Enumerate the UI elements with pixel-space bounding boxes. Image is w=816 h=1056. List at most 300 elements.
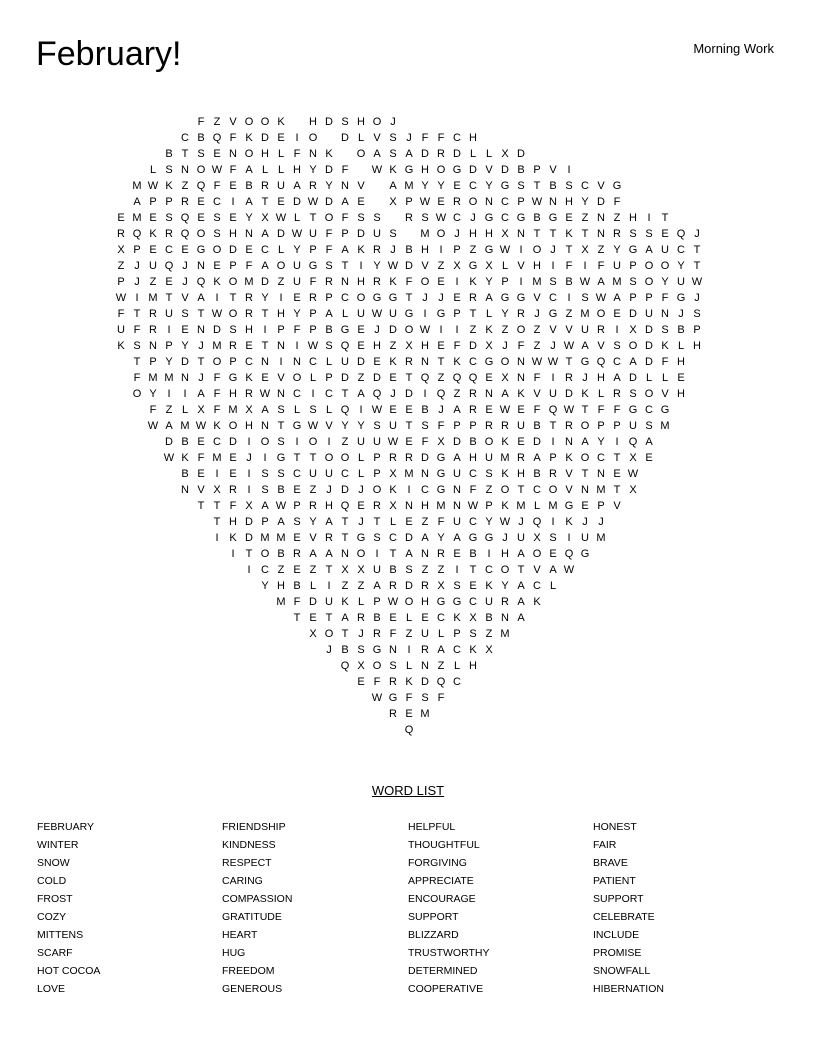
grid-letter: S (405, 564, 413, 576)
grid-letter: W (147, 180, 159, 192)
grid-letter: O (244, 148, 254, 160)
grid-letter: I (215, 468, 219, 480)
word-list-column-3 (408, 818, 588, 998)
word-list-item: LOVE (37, 983, 66, 995)
grid-letter: P (629, 260, 637, 272)
grid-letter: Z (533, 324, 541, 336)
grid-letter: F (421, 132, 429, 144)
grid-letter: I (519, 276, 523, 288)
word-list-item: APPRECIATE (408, 875, 474, 887)
grid-letter: T (405, 372, 413, 384)
word-list-item: COZY (37, 911, 67, 923)
grid-letter: A (389, 180, 397, 192)
grid-letter: T (341, 516, 349, 528)
grid-letter: T (581, 228, 589, 240)
grid-letter: P (373, 596, 381, 608)
grid-letter: R (501, 420, 509, 432)
grid-letter: A (421, 532, 429, 544)
grid-letter: D (261, 276, 269, 288)
grid-letter: C (469, 356, 477, 368)
grid-letter: K (469, 276, 477, 288)
grid-letter: R (309, 500, 317, 512)
grid-letter: P (325, 292, 333, 304)
grid-letter: P (549, 452, 557, 464)
grid-letter: L (181, 404, 189, 416)
grid-letter: N (245, 228, 253, 240)
grid-letter: E (357, 676, 365, 688)
grid-letter: F (437, 132, 445, 144)
grid-letter: A (629, 356, 637, 368)
grid-letter: L (485, 148, 493, 160)
grid-letter: V (533, 388, 541, 400)
grid-letter: N (421, 468, 429, 480)
grid-letter: R (565, 420, 573, 432)
word-list-item: FREEDOM (222, 965, 275, 977)
grid-letter: K (149, 228, 157, 240)
grid-letter: F (661, 292, 669, 304)
grid-letter: M (548, 500, 558, 512)
grid-letter: M (180, 420, 190, 432)
grid-letter: C (533, 484, 541, 496)
grid-letter: O (644, 260, 654, 272)
grid-letter: S (357, 212, 365, 224)
grid-letter: G (468, 532, 478, 544)
grid-letter: L (357, 132, 365, 144)
grid-letter: V (613, 500, 621, 512)
grid-letter: O (324, 452, 334, 464)
grid-letter: B (405, 244, 413, 256)
grid-letter: F (437, 692, 445, 704)
grid-letter: W (499, 244, 511, 256)
grid-letter: E (277, 132, 285, 144)
grid-letter: N (485, 196, 493, 208)
grid-letter: H (693, 340, 701, 352)
grid-letter: C (613, 356, 621, 368)
grid-letter: L (325, 404, 333, 416)
grid-letter: K (245, 132, 253, 144)
grid-letter: V (373, 132, 381, 144)
grid-letter: F (437, 420, 445, 432)
grid-letter: E (245, 244, 253, 256)
grid-letter: H (677, 388, 685, 400)
grid-letter: O (500, 564, 510, 576)
grid-letter: H (533, 260, 541, 272)
grid-letter: E (277, 196, 285, 208)
grid-letter: S (549, 532, 557, 544)
grid-letter: Y (309, 164, 317, 176)
grid-letter: D (277, 228, 285, 240)
word-list-item: SCARF (37, 947, 73, 959)
grid-letter: O (516, 324, 526, 336)
grid-letter: C (293, 388, 301, 400)
grid-letter: I (567, 292, 571, 304)
grid-letter: E (565, 212, 573, 224)
grid-letter: I (279, 356, 283, 368)
grid-letter: K (565, 228, 573, 240)
grid-letter: F (309, 276, 317, 288)
grid-letter: I (551, 436, 555, 448)
grid-letter: I (423, 388, 427, 400)
word-list-item: FEBRUARY (37, 821, 94, 833)
grid-letter: R (229, 340, 237, 352)
grid-letter: H (469, 660, 477, 672)
grid-letter: R (373, 276, 381, 288)
grid-letter: B (677, 324, 685, 336)
grid-letter: P (693, 324, 701, 336)
grid-letter: I (407, 484, 411, 496)
grid-letter: E (517, 404, 525, 416)
grid-letter: G (548, 308, 558, 320)
grid-letter: K (389, 276, 397, 288)
grid-letter: E (197, 436, 205, 448)
grid-letter: D (629, 308, 637, 320)
grid-letter: A (613, 292, 621, 304)
word-list-item: CARING (222, 875, 263, 887)
grid-letter: I (247, 468, 251, 480)
grid-letter: A (341, 612, 349, 624)
word-list-item: FAIR (593, 839, 617, 851)
grid-letter: X (501, 148, 509, 160)
grid-letter: M (148, 292, 158, 304)
grid-letter: P (293, 500, 301, 512)
grid-letter: W (307, 196, 319, 208)
grid-letter: V (549, 324, 557, 336)
grid-letter: V (357, 180, 365, 192)
grid-letter: L (357, 596, 365, 608)
grid-letter: N (181, 164, 189, 176)
grid-letter: P (533, 164, 541, 176)
grid-letter: G (628, 244, 638, 256)
grid-letter: R (389, 580, 397, 592)
grid-letter: F (341, 164, 349, 176)
grid-letter: W (499, 404, 511, 416)
grid-letter: H (325, 500, 333, 512)
grid-letter: T (293, 612, 301, 624)
grid-letter: J (550, 244, 556, 256)
grid-letter: O (436, 228, 446, 240)
grid-letter: P (149, 356, 157, 368)
grid-letter: A (581, 340, 589, 352)
grid-letter: U (421, 628, 429, 640)
grid-letter: X (357, 564, 365, 576)
grid-letter: V (181, 292, 189, 304)
grid-letter: T (213, 500, 221, 512)
grid-letter: G (484, 356, 494, 368)
grid-letter: K (357, 244, 365, 256)
grid-letter: R (229, 484, 237, 496)
grid-letter: H (245, 324, 253, 336)
word-list-item: HELPFUL (408, 821, 456, 833)
grid-letter: Y (485, 180, 493, 192)
grid-letter: Y (485, 276, 493, 288)
grid-letter: V (661, 388, 669, 400)
grid-letter: T (197, 356, 205, 368)
grid-letter: Z (165, 404, 173, 416)
grid-letter: Z (501, 324, 509, 336)
grid-letter: G (452, 164, 462, 176)
grid-letter: E (293, 484, 301, 496)
grid-letter: R (165, 228, 173, 240)
grid-letter: V (277, 372, 285, 384)
grid-letter: W (211, 164, 223, 176)
grid-letter: T (661, 212, 669, 224)
grid-letter: H (357, 276, 365, 288)
grid-letter: G (612, 180, 622, 192)
grid-letter: A (453, 404, 461, 416)
grid-letter: E (405, 404, 413, 416)
grid-letter: P (597, 420, 605, 432)
grid-letter: L (597, 388, 605, 400)
grid-letter: S (165, 164, 173, 176)
grid-letter: D (341, 484, 349, 496)
grid-letter: U (325, 468, 333, 480)
grid-letter: X (485, 644, 493, 656)
grid-letter: D (245, 532, 253, 544)
grid-letter: C (501, 212, 509, 224)
grid-letter: W (371, 404, 383, 416)
grid-letter: C (325, 388, 333, 400)
grid-letter: K (229, 532, 237, 544)
grid-letter: U (661, 244, 669, 256)
grid-letter: U (581, 532, 589, 544)
grid-letter: D (421, 148, 429, 160)
grid-letter: C (213, 196, 221, 208)
grid-letter: N (421, 548, 429, 560)
grid-letter: K (661, 340, 669, 352)
grid-letter: O (660, 260, 670, 272)
grid-letter: M (612, 276, 622, 288)
grid-letter: P (501, 276, 509, 288)
grid-letter: M (164, 372, 174, 384)
word-list-column-1 (37, 818, 217, 998)
grid-letter: B (277, 484, 285, 496)
grid-letter: O (212, 244, 222, 256)
grid-letter: E (437, 340, 445, 352)
grid-letter: S (485, 468, 493, 480)
grid-letter: I (279, 292, 283, 304)
grid-letter: N (453, 500, 461, 512)
grid-letter: O (228, 308, 238, 320)
grid-letter: Z (437, 564, 445, 576)
grid-letter: O (196, 228, 206, 240)
grid-letter: U (293, 276, 301, 288)
grid-letter: F (117, 308, 125, 320)
grid-letter: K (581, 388, 589, 400)
grid-letter: R (149, 308, 157, 320)
grid-letter: Y (293, 244, 301, 256)
word-list-item: HIBERNATION (593, 983, 664, 995)
grid-letter: Z (117, 260, 125, 272)
grid-letter: C (261, 244, 269, 256)
grid-letter: Z (485, 628, 493, 640)
grid-letter: U (373, 436, 381, 448)
grid-letter: J (326, 484, 332, 496)
grid-letter: X (437, 436, 445, 448)
grid-letter: T (277, 420, 285, 432)
grid-letter: E (229, 180, 237, 192)
grid-letter: P (405, 196, 413, 208)
grid-letter: N (261, 420, 269, 432)
grid-letter: V (565, 468, 573, 480)
grid-letter: O (308, 436, 318, 448)
grid-letter: I (567, 164, 571, 176)
grid-letter: O (420, 276, 430, 288)
grid-letter: A (645, 244, 653, 256)
grid-letter: P (645, 292, 653, 304)
grid-letter: E (373, 356, 381, 368)
page-title: February! (36, 35, 182, 73)
grid-letter: F (213, 180, 221, 192)
grid-letter: T (133, 356, 141, 368)
grid-letter: S (421, 420, 429, 432)
grid-letter: T (197, 500, 205, 512)
grid-letter: A (405, 148, 413, 160)
grid-letter: P (453, 308, 461, 320)
grid-letter: G (356, 532, 366, 544)
grid-letter: H (261, 148, 269, 160)
grid-letter: R (613, 228, 621, 240)
grid-letter: Z (453, 388, 461, 400)
grid-letter: A (197, 388, 205, 400)
grid-letter: Z (357, 372, 365, 384)
grid-letter: C (645, 404, 653, 416)
grid-letter: D (405, 260, 413, 272)
grid-letter: C (181, 132, 189, 144)
grid-letter: H (421, 500, 429, 512)
grid-letter: V (309, 532, 317, 544)
grid-letter: Z (437, 260, 445, 272)
grid-letter: H (421, 596, 429, 608)
grid-letter: O (372, 116, 382, 128)
grid-letter: T (197, 308, 205, 320)
grid-letter: I (183, 388, 187, 400)
grid-letter: Q (628, 436, 638, 448)
grid-letter: W (371, 692, 383, 704)
grid-letter: G (516, 212, 526, 224)
grid-letter: S (517, 180, 525, 192)
grid-letter: N (597, 212, 605, 224)
grid-letter: N (405, 500, 413, 512)
grid-letter: M (580, 308, 590, 320)
grid-letter: V (229, 116, 237, 128)
grid-letter: P (517, 196, 525, 208)
grid-letter: R (245, 292, 253, 304)
grid-letter: O (212, 356, 222, 368)
grid-letter: D (357, 228, 365, 240)
grid-letter: N (421, 356, 429, 368)
grid-letter: P (373, 468, 381, 480)
grid-letter: W (419, 196, 431, 208)
grid-letter: T (613, 452, 621, 464)
grid-letter: D (645, 356, 653, 368)
grid-letter: E (389, 372, 397, 384)
grid-letter: A (261, 260, 269, 272)
grid-letter: V (565, 484, 573, 496)
grid-letter: S (549, 276, 557, 288)
grid-letter: U (341, 356, 349, 368)
grid-letter: T (469, 564, 477, 576)
grid-letter: J (182, 276, 188, 288)
grid-letter: J (534, 308, 540, 320)
grid-letter: D (405, 580, 413, 592)
grid-letter: I (455, 276, 459, 288)
grid-letter: O (292, 372, 302, 384)
grid-letter: T (229, 292, 237, 304)
grid-letter: Y (485, 516, 493, 528)
grid-letter: B (373, 612, 381, 624)
grid-letter: I (247, 484, 251, 496)
grid-letter: F (661, 356, 669, 368)
word-list-item: COLD (37, 875, 67, 887)
grid-letter: K (565, 516, 573, 528)
grid-letter: I (455, 324, 459, 336)
grid-letter: H (501, 548, 509, 560)
grid-letter: A (517, 580, 525, 592)
grid-letter: B (325, 324, 333, 336)
grid-letter: D (645, 324, 653, 336)
grid-letter: U (517, 532, 525, 544)
grid-letter: C (453, 212, 461, 224)
grid-letter: L (357, 468, 365, 480)
grid-letter: S (645, 420, 653, 432)
word-list-item: HEART (222, 929, 258, 941)
grid-letter: N (597, 468, 605, 480)
grid-letter: C (549, 292, 557, 304)
grid-letter: F (293, 148, 301, 160)
grid-letter: S (565, 180, 573, 192)
grid-letter: U (453, 468, 461, 480)
grid-letter: Y (373, 260, 381, 272)
grid-letter: E (389, 612, 397, 624)
grid-letter: N (197, 324, 205, 336)
grid-letter: F (133, 324, 141, 336)
grid-letter: Z (213, 116, 221, 128)
grid-letter: J (358, 516, 364, 528)
grid-letter: H (469, 132, 477, 144)
grid-letter: J (374, 324, 380, 336)
grid-letter: X (357, 660, 365, 672)
grid-letter: L (677, 340, 685, 352)
word-list-item: GRATITUDE (222, 911, 282, 923)
grid-letter: T (469, 308, 477, 320)
grid-letter: I (295, 340, 299, 352)
grid-letter: F (453, 340, 461, 352)
grid-letter: T (549, 228, 557, 240)
grid-letter: W (563, 564, 575, 576)
grid-letter: O (596, 308, 606, 320)
grid-letter: O (196, 164, 206, 176)
grid-letter: K (469, 644, 477, 656)
grid-letter: M (436, 500, 446, 512)
grid-letter: C (469, 516, 477, 528)
grid-letter: S (277, 404, 285, 416)
grid-letter: E (677, 372, 685, 384)
grid-letter: I (327, 436, 331, 448)
grid-letter: Z (437, 660, 445, 672)
word-list-item: GENEROUS (222, 983, 283, 995)
grid-letter: H (229, 516, 237, 528)
grid-letter: J (470, 212, 476, 224)
grid-letter: L (501, 260, 509, 272)
grid-letter: X (197, 404, 205, 416)
word-list-item: WINTER (37, 839, 79, 851)
grid-letter: E (485, 404, 493, 416)
grid-letter: L (549, 580, 557, 592)
grid-letter: I (423, 308, 427, 320)
grid-letter: X (469, 612, 477, 624)
grid-letter: E (453, 180, 461, 192)
grid-letter: Z (405, 628, 413, 640)
